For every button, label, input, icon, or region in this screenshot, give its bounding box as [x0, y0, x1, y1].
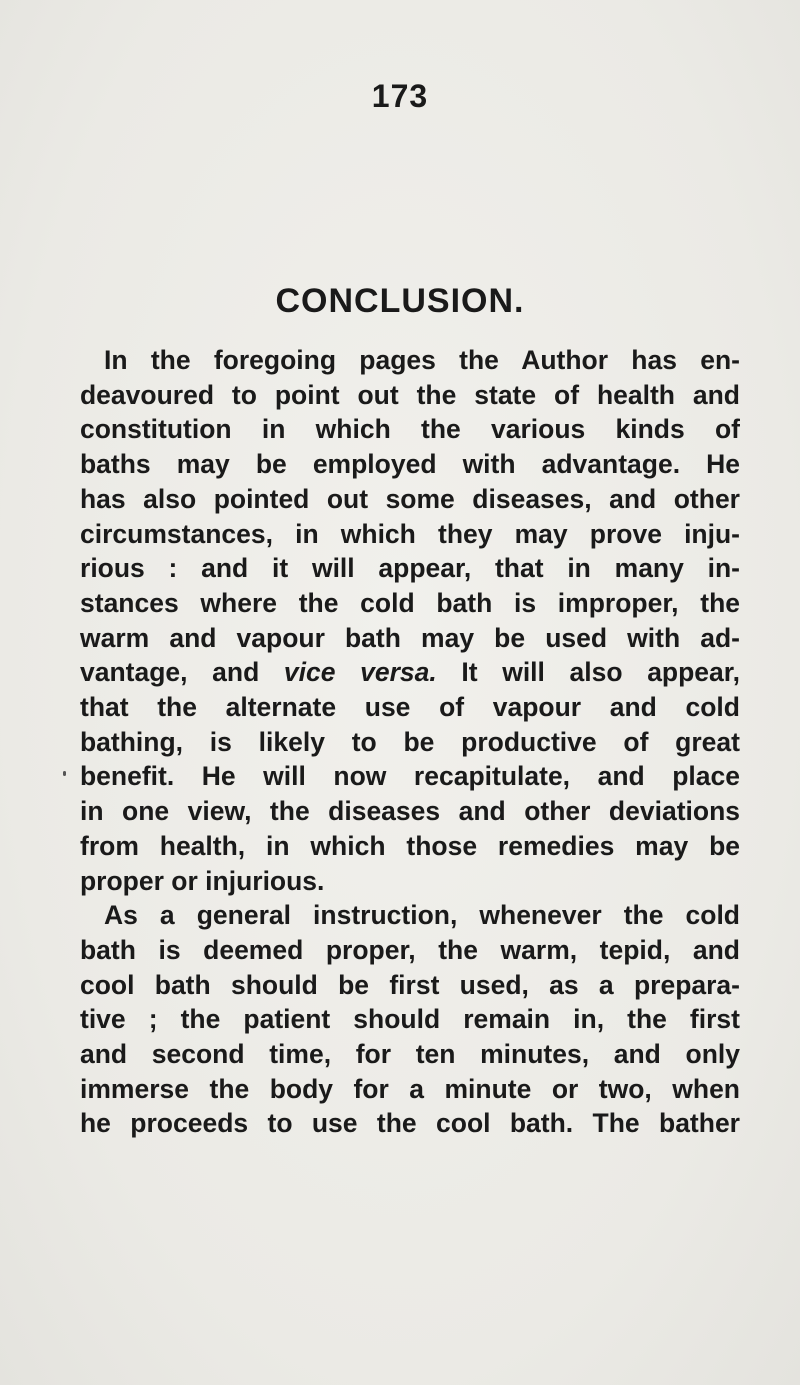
text-line	[80, 378, 740, 413]
text-line	[80, 412, 740, 447]
text-line	[80, 1072, 740, 1107]
text-segment: benefit. He will now recapitulate, and place	[80, 761, 740, 792]
text-segment: he proceeds to use the cool bath. The bather	[80, 1108, 740, 1139]
text-segment: bathing, is likely to be productive of great	[80, 726, 740, 757]
italic-phrase: vice versa.	[283, 657, 437, 688]
text-segment: has also pointed out some diseases, and other	[80, 483, 740, 514]
text-segment: deavoured to point out the state of health and	[80, 379, 740, 410]
text-segment: proper or injurious.	[80, 865, 325, 896]
text-segment: tive ; the patient should remain in, the first	[80, 1004, 740, 1035]
text-line	[80, 1002, 740, 1037]
chapter-heading: CONCLUSION.	[275, 282, 525, 320]
text-line	[80, 864, 740, 899]
page-number: 173	[371, 78, 429, 114]
text-segment: constitution in which the various kinds of	[80, 414, 740, 445]
text-line	[80, 1106, 740, 1141]
body-text	[80, 343, 740, 1141]
print-speck	[63, 771, 66, 776]
text-line	[80, 794, 740, 829]
text-line	[80, 690, 740, 725]
text-segment: bath is deemed proper, the warm, tepid, and	[80, 934, 740, 965]
text-line	[80, 898, 740, 933]
text-segment: cool bath should be first used, as a prepara-	[80, 969, 740, 1000]
text-segment: vantage, and	[80, 657, 284, 688]
text-line	[80, 482, 740, 517]
text-line	[80, 933, 740, 968]
text-segment: It will also appear,	[436, 657, 740, 688]
text-segment: baths may be employed with advantage. He	[80, 449, 740, 480]
text-line	[80, 621, 740, 656]
text-segment: that the alternate use of vapour and cold	[80, 692, 740, 723]
text-segment: immerse the body for a minute or two, when	[80, 1073, 740, 1104]
text-segment: In the foregoing pages the Author has en-	[104, 345, 740, 375]
text-segment: from health, in which those remedies may be	[80, 830, 740, 861]
text-line	[80, 517, 740, 552]
text-line	[80, 1037, 740, 1072]
text-line	[80, 343, 740, 378]
text-segment: circumstances, in which they may prove inju-	[80, 518, 740, 549]
text-segment: and second time, for ten minutes, and only	[80, 1039, 740, 1070]
text-line	[80, 586, 740, 621]
text-segment: in one view, the diseases and other deviations	[80, 796, 740, 827]
text-line	[80, 829, 740, 864]
text-segment: stances where the cold bath is improper, the	[80, 587, 740, 618]
text-segment: rious : and it will appear, that in many in-	[80, 553, 740, 584]
text-line	[80, 725, 740, 760]
text-line	[80, 655, 740, 690]
text-line	[80, 551, 740, 586]
text-line	[80, 759, 740, 794]
text-segment: warm and vapour bath may be used with ad-	[80, 622, 740, 653]
text-line	[80, 447, 740, 482]
text-segment: As a general instruction, whenever the cold	[104, 900, 740, 931]
text-line	[80, 968, 740, 1003]
